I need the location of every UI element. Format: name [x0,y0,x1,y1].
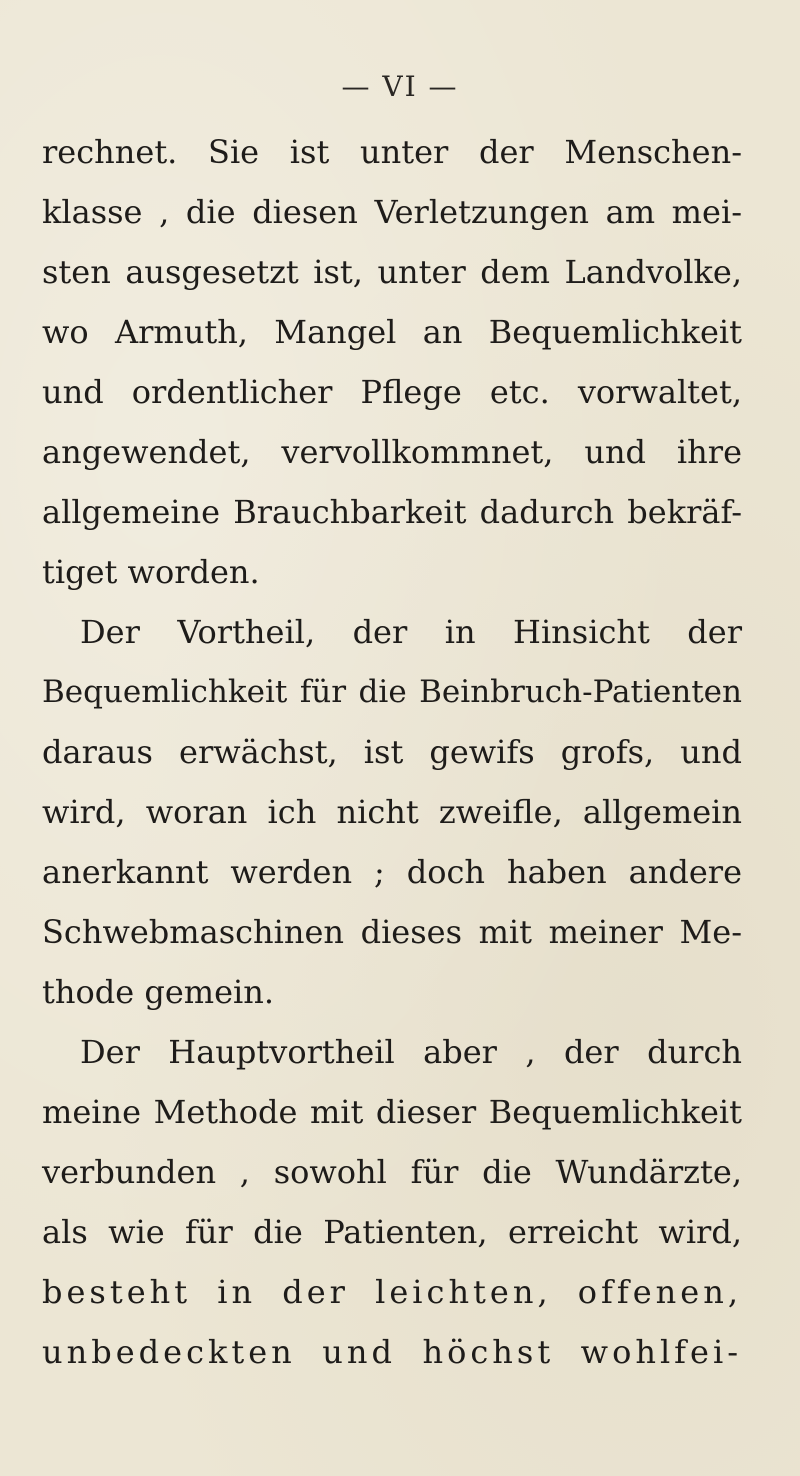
body-text [42,122,742,1382]
text-line: anerkannt werden ; doch haben andere [42,853,742,891]
paragraph-start-line: Der Hauptvortheil aber , der durch [80,1033,742,1071]
text-line: verbunden , sowohl für die Wundärzte, [42,1153,742,1191]
text-line: klasse , die diesen Verletzungen am mei- [42,193,742,231]
text-line: unbedeckten und höchst wohlfei- [42,1333,742,1371]
text-line: angewendet, vervollkommnet, und ihre [42,433,742,471]
text-line: thode gemein. [42,973,275,1011]
text-line: daraus erwächst, ist gewifs grofs, und [42,733,742,771]
text-line: allgemeine Brauchbarkeit dadurch bekräf- [42,493,742,531]
paragraph-start-line: Der Vortheil, der in Hinsicht der [80,613,742,651]
text-line: rechnet. Sie ist unter der Menschen- [42,133,742,171]
text-line: wird, woran ich nicht zweifle, allgemein [42,793,742,831]
text-line: Bequemlichkeit für die Beinbruch-Patienten [42,674,742,710]
text-line: meine Methode mit dieser Bequemlichkeit [42,1093,742,1131]
text-line: als wie für die Patienten, erreicht wird, [42,1213,742,1251]
text-line: und ordentlicher Pflege etc. vorwaltet, [42,373,742,411]
text-line: sten ausgesetzt ist, unter dem Landvolke, [42,253,742,291]
text-line: Schwebmaschinen dieses mit meiner Me- [42,913,742,951]
text-line: tiget worden. [42,553,260,591]
text-line: wo Armuth, Mangel an Bequemlichkeit [42,313,742,351]
page-number-header: — VI — [341,70,459,103]
text-line: besteht in der leichten, offenen, [42,1273,742,1311]
